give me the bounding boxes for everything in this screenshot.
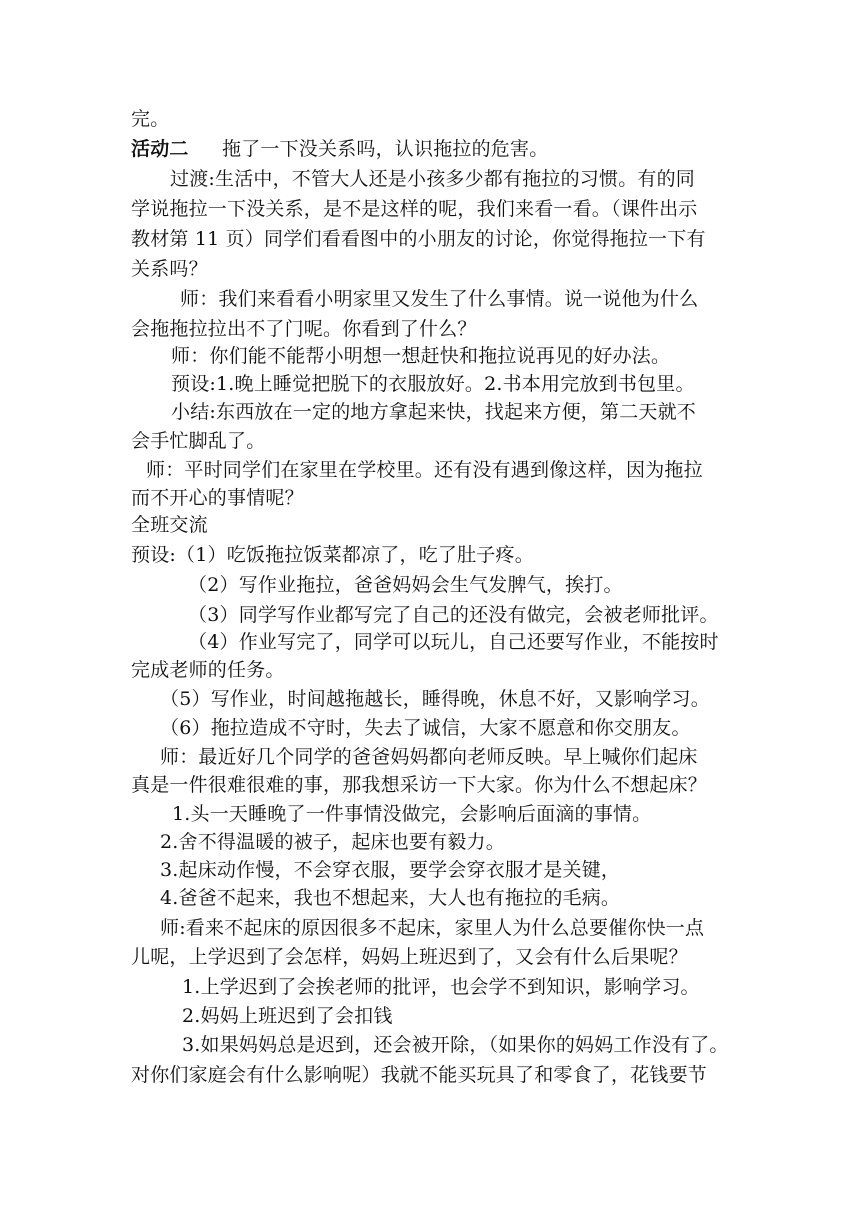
text-line: （4）作业写完了，同学可以玩儿，自己还要写作业，不能按时	[188, 631, 719, 653]
text-line: 关系吗？	[131, 258, 208, 280]
text-line: 预设:（1）吃饭拖拉饭菜都凉了，吃了肚子疼。	[131, 544, 534, 566]
text-line: 全班交流	[131, 514, 208, 536]
list-item: 2.妈妈上班迟到了会扣钱	[182, 1005, 393, 1027]
text-line: （5）写作业，时间越拖越长，睡得晚，休息不好，又影响学习。	[160, 688, 710, 710]
text-line: （3）同学写作业都写完了自己的还没有做完，会被老师批评。	[188, 604, 719, 626]
text-line: （6）拖拉造成不守时，失去了诚信，大家不愿意和你交朋友。	[160, 717, 691, 739]
text-line: 而不开心的事情呢？	[131, 487, 304, 509]
text-line: 对你们家庭会有什么影响呢）我就不能买玩具了和零食了，花钱要节	[131, 1064, 708, 1086]
text-line: 完成老师的任务。	[131, 659, 285, 681]
text-line: 会手忙脚乱了。	[131, 430, 266, 452]
text-line: 儿呢，上学迟到了会怎样，妈妈上班迟到了，又会有什么后果呢？	[131, 946, 688, 968]
text-line: 完。	[131, 108, 170, 130]
list-item: 4.爸爸不起来，我也不想起来，大人也有拖拉的毛病。	[160, 887, 621, 909]
text-line: 师：最近好几个同学的爸爸妈妈都向老师反映。早上喊你们起床	[160, 746, 698, 768]
list-item: 1.头一天睡晚了一件事情没做完，会影响后面滴的事情。	[172, 803, 652, 825]
activity-heading: 活动二	[131, 138, 189, 160]
list-item: 3.如果妈妈总是迟到，还会被开除，（如果你的妈妈工作没有了。	[182, 1034, 729, 1056]
text-line: 预设:1.晚上睡觉把脱下的衣服放好。2.书本用完放到书包里。	[171, 373, 695, 395]
list-item: 2.舍不得温暖的被子，起床也要有毅力。	[160, 831, 505, 853]
text-line: 过渡:生活中，不管大人还是小孩多少都有拖拉的习惯。有的同	[170, 168, 696, 190]
text-line: 师:看来不起床的原因很多不起床，家里人为什么总要催你快一点	[160, 917, 705, 939]
text-line: （2）写作业拖拉，爸爸妈妈会生气发脾气，挨打。	[188, 574, 623, 596]
text-line: 小结:东西放在一定的地方拿起来快，找起来方便，第二天就不	[171, 401, 697, 423]
text-line: 会拖拖拉拉出不了门呢。你看到了什么？	[131, 318, 477, 340]
text-line: 师：平时同学们在家里在学校里。还有没有遇到像这样，因为拖拉	[146, 459, 703, 481]
text-line: 教材第 11 页）同学们看看图中的小朋友的讨论，你觉得拖拉一下有	[131, 228, 706, 250]
activity-title: 拖了一下没关系吗，认识拖拉的危害。	[222, 138, 549, 160]
text-line: 真是一件很难很难的事，那我想采访一下大家。你为什么不想起床？	[131, 774, 708, 796]
text-line: 师：我们来看看小明家里又发生了什么事情。说一说他为什么	[180, 288, 699, 310]
list-item: 3.起床动作慢，不会穿衣服，要学会穿衣服才是关键，	[160, 859, 621, 881]
list-item: 1.上学迟到了会挨老师的批评，也会学不到知识，影响学习。	[182, 976, 700, 998]
text-line: 学说拖拉一下没关系，是不是这样的呢，我们来看一看。（课件出示	[131, 198, 698, 220]
text-line: 师：你们能不能帮小明想一想赶快和拖拉说再见的好办法。	[171, 345, 671, 367]
